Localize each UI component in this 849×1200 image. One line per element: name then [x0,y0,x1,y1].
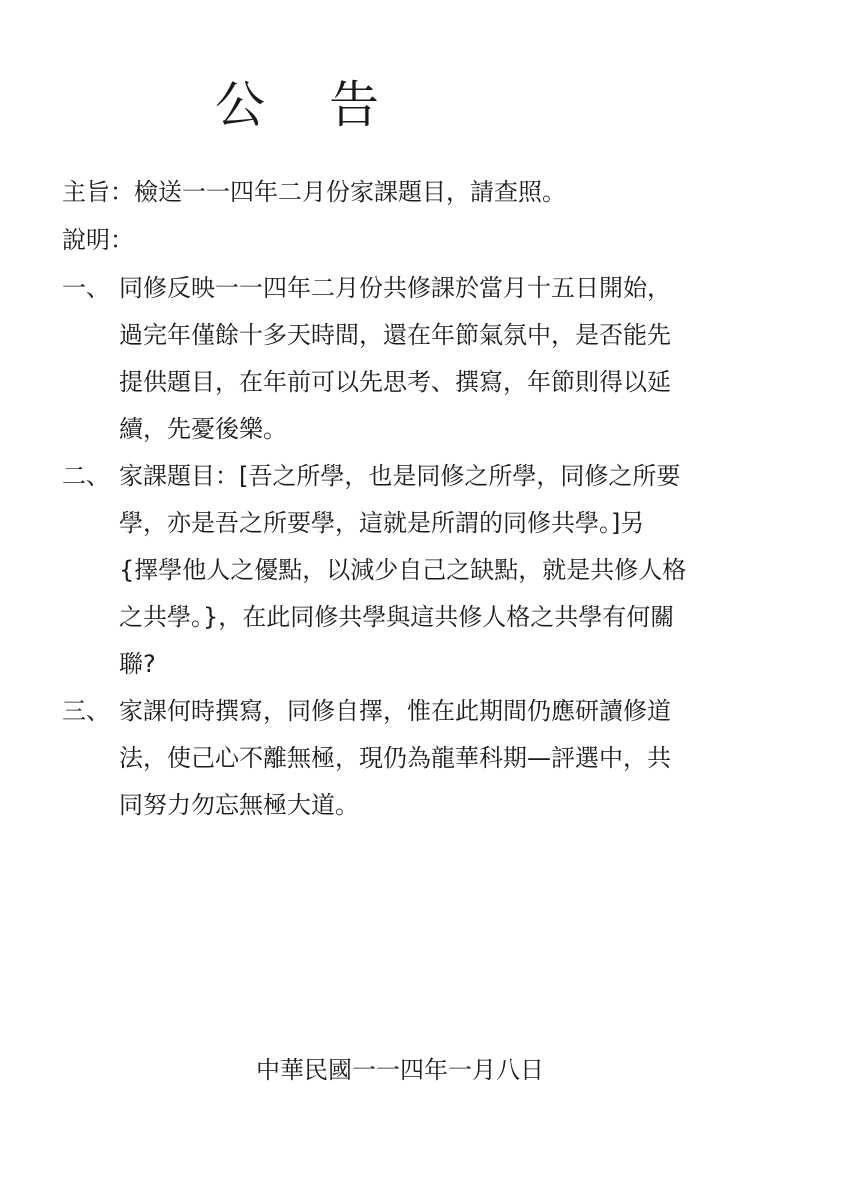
list-item [62,265,792,453]
page-title [215,76,379,134]
item-number: 三、 [62,697,110,725]
item-line: 同努力勿忘無極大道。 [119,791,359,819]
item-line: 續，先憂後樂。 [119,415,287,443]
list-item [62,453,792,688]
explanation-label: 說明： [62,226,134,254]
title-char-1: 公 [215,76,265,134]
item-line: 過完年僅餘十多天時間，還在年節氣氛中，是否能先 [119,321,671,349]
item-body [119,688,792,829]
item-number: 二、 [62,462,110,490]
item-body [119,265,792,453]
item-line: 學，亦是吾之所要學，這就是所謂的同修共學。]另 [119,509,645,537]
title-char-2: 告 [329,76,379,134]
explanation-list [62,265,792,829]
list-item [62,688,792,829]
subject-line: 主旨：檢送一一四年二月份家課題目，請查照。 [62,178,566,206]
item-line: 家課題目：[吾之所學，也是同修之所學，同修之所要 [119,462,681,490]
item-number: 一、 [62,274,110,302]
item-body [119,453,792,688]
item-line: 同修反映一一四年二月份共修課於當月十五日開始， [119,274,671,302]
item-line: 法，使己心不離無極，現仍為龍華科期—評選中，共 [119,744,671,772]
item-line: {擇學他人之優點，以減少自己之缺點，就是共修人格 [119,556,687,584]
issue-date: 中華民國一一四年一月八日 [256,1056,544,1084]
item-line: 聯? [119,650,156,678]
item-line: 提供題目，在年前可以先思考、撰寫，年節則得以延 [119,368,671,396]
item-line: 家課何時撰寫，同修自擇，惟在此期間仍應研讀修道 [119,697,671,725]
item-line: 之共學。}，在此同修共學與這共修人格之共學有何關 [119,603,675,631]
